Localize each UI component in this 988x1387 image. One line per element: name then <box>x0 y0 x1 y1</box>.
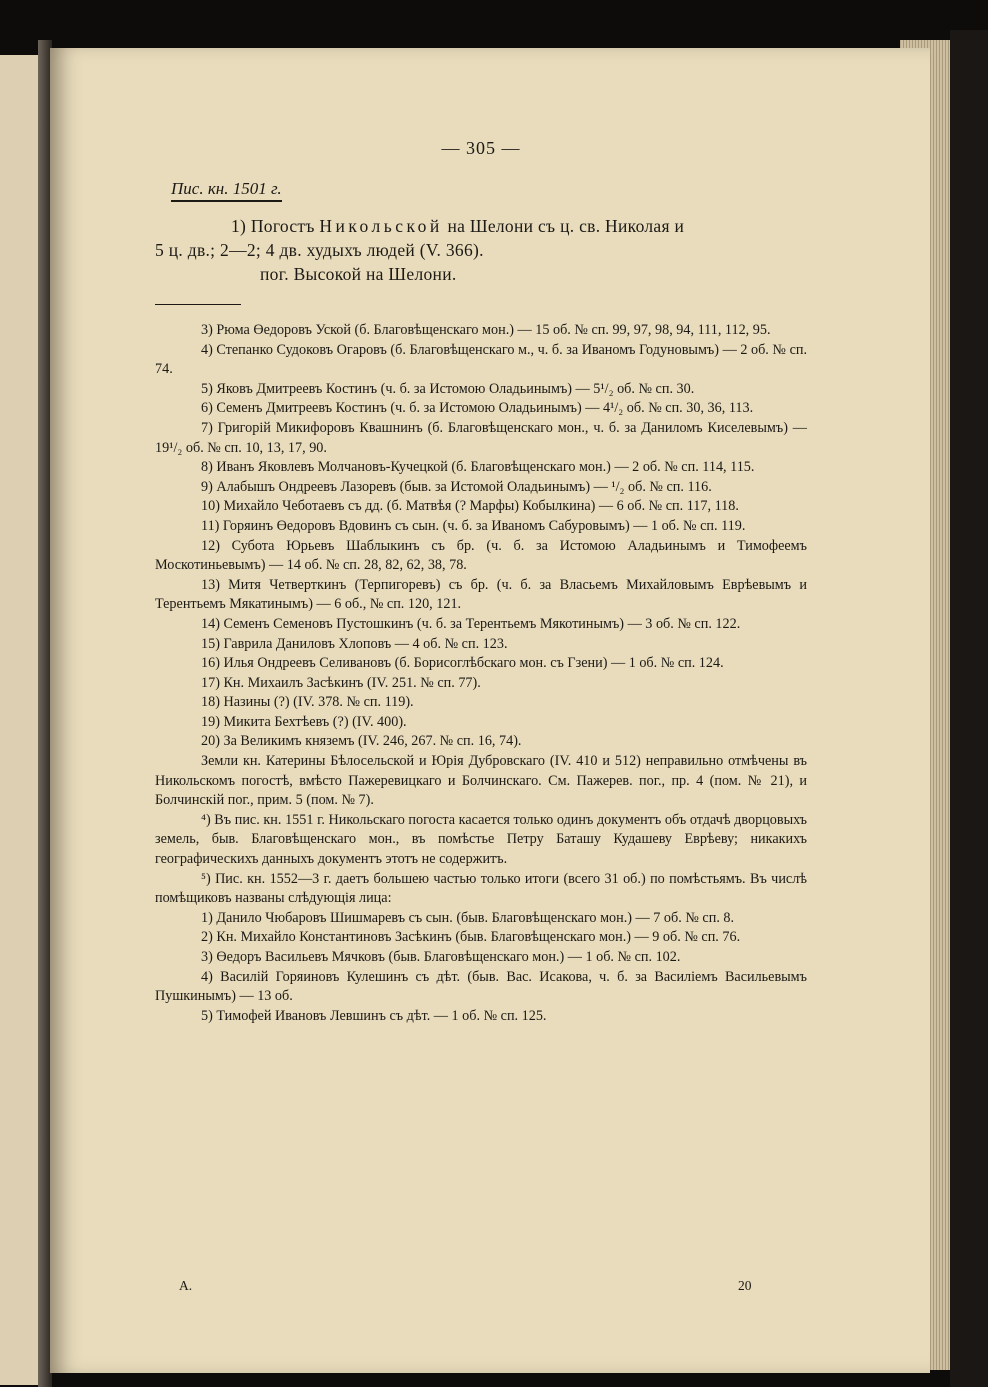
footnote-entry: 4) Степанко Судоковъ Огаровъ (б. Благовѣщенскаго м., ч. б. за Иваномъ Годуновымъ) — 2 об. № сп. 74. <box>155 341 807 378</box>
footnote-entry: 18) Назины (?) (IV. 378. № сп. 119). <box>201 694 414 711</box>
footnote-list <box>155 321 807 1026</box>
footnote-entry: 17) Кн. Михаилъ Засѣкинъ (IV. 251. № сп. 77). <box>201 674 481 691</box>
signature-number: 20 <box>738 1278 752 1293</box>
footnote-rule <box>155 304 241 305</box>
footnote-entry: 12) Субота Юрьевъ Шаблыкинъ съ бр. (ч. б. за Истомою Аладьинымъ и Тимофеемъ Москотиньевымъ) — 14 об. № сп. 28, 82, 62, 38, 78. <box>155 537 807 574</box>
footnote-entry: 3) Өедоръ Васильевъ Мячковъ (быв. Благовѣщенскаго мон.) — 1 об. № сп. 102. <box>201 949 681 965</box>
source-heading: Пис. кн. 1501 г. <box>171 179 282 202</box>
book-cover-edge <box>950 30 988 1387</box>
page-content <box>155 138 807 1293</box>
footnote-entry: 3) Рюма Өедоровъ Уской (б. Благовѣщенскаго мон.) — 15 об. № сп. 99, 97, 98, 94, 111, 112, 95. <box>201 322 771 338</box>
page-number: — 305 — <box>441 138 521 158</box>
footnote-entry: 10) Михайло Чеботаевъ съ дд. (б. Матвѣя (? Марфы) Кобылкина) — 6 об. № сп. 117, 118. <box>201 498 739 515</box>
heading-text: на Шелони съ ц. св. Николая и <box>442 216 685 236</box>
footnote-entry: 15) Гаврила Даниловъ Хлоповъ — 4 об. № сп. 123. <box>201 635 508 652</box>
footnote-entry: 13) Митя Четверткинъ (Терпигоревъ) съ бр. (ч. б. за Власьемъ Михайловымъ Еврѣевымъ и Терентьемъ Мякатинымъ) — 6 об., № сп. 120, 121. <box>155 576 807 613</box>
footnote-entry: 14) Семенъ Семеновъ Пустошкинъ (ч. б. за Терентьемъ Мякотинымъ) — 3 об. № сп. 122. <box>201 615 741 632</box>
footnote-entry: ⁵) Пис. кн. 1552—3 г. даетъ большею частью только итоги (всего 31 об.) по помѣстьямъ. Въ числѣ помѣщиковъ названы слѣдующія лица: <box>155 870 807 907</box>
footnote-entry: 5) Тимофей Ивановъ Левшинъ съ дѣт. — 1 об. № сп. 125. <box>201 1007 547 1024</box>
footnote-entry: 5) Яковъ Дмитреевъ Костинъ (ч. б. за Истомою Оладьинымъ) — 5¹/₂ об. № сп. 30. <box>201 380 695 397</box>
footnote-entry: 4) Василій Горяиновъ Кулешинъ съ дѣт. (быв. Вас. Исакова, ч. б. за Василіемъ Васильевымъ Пушкинымъ) — 13 об. <box>155 968 807 1005</box>
footnote-entry: 11) Горяинъ Өедоровъ Вдовинъ съ сын. (ч. б. за Иваномъ Сабуровымъ) — 1 об. № сп. 119. <box>201 517 746 534</box>
footnote-entry: 19) Микита Бехтѣевъ (?) (IV. 400). <box>201 713 407 730</box>
footnote-entry: 8) Иванъ Яковлевъ Молчановъ-Кучецкой (б. Благовѣщенскаго мон.) — 2 об. № сп. 114, 115. <box>201 459 755 476</box>
footnote-entry: 20) За Великимъ княземъ (IV. 246, 267. № сп. 16, 74). <box>201 733 522 750</box>
book-page <box>50 48 930 1373</box>
heading-line-2: 5 ц. дв.; 2—2; 4 дв. худыхъ людей (V. 366). <box>155 240 484 260</box>
heading-line-3: пог. Высокой на Шелони. <box>260 264 457 284</box>
footnote-entry: 6) Семенъ Дмитреевъ Костинъ (ч. б. за Истомою Оладьинымъ) — 4¹/₂ об. № сп. 30, 36, 113. <box>201 400 754 417</box>
heading-line-1 <box>155 214 807 238</box>
footnote-entry: ⁴) Въ пис. кн. 1551 г. Никольскаго погоста касается только одинъ документъ объ отдачѣ дворцовыхъ земель, быв. Благовѣщенскаго мон., въ помѣстье Петру Баташу Кудашеву Еврѣеву; никакихъ географическихъ данныхъ документъ этотъ не содержитъ. <box>155 811 807 868</box>
section-heading <box>155 214 807 286</box>
left-page-edge <box>0 55 42 1385</box>
footnote-entry: 7) Григорій Микифоровъ Квашнинъ (б. Благовѣщенскаго мон., ч. б. за Даниломъ Киселевымъ) — 19¹/₂ об. № сп. 10, 13, 17, 90. <box>155 419 807 456</box>
footnote-entry: 9) Алабышъ Ондреевъ Лазоревъ (быв. за Истомой Оладьинымъ) — ¹/₂ об. № сп. 116. <box>201 478 712 495</box>
footnote-entry: 2) Кн. Михайло Константиновъ Засѣкинъ (быв. Благовѣщенскаго мон.) — 9 об. № сп. 76. <box>201 929 741 946</box>
heading-text: 1) Погостъ <box>231 216 320 236</box>
footnote-entry: 1) Данило Чюбаровъ Шишмаревъ съ сын. (быв. Благовѣщенскаго мон.) — 7 об. № сп. 8. <box>201 909 735 926</box>
heading-spaced-name: Никольской <box>319 216 443 236</box>
footnote-entry: Земли кн. Катерины Бѣлосельской и Юрія Дубровскаго (IV. 410 и 512) неправильно отмѣчены въ Никольскомъ погостѣ, вмѣсто Пажеревицкаго и Болчинскаго. См. Пажерев. пог., пр. 4 (пом. № 21), и Болчинскій пог., прим. 5 (пом. № 7). <box>155 753 807 809</box>
signature-letter: А. <box>179 1278 193 1293</box>
footnote-entry: 16) Илья Ондреевъ Селивановъ (б. Борисоглѣбскаго мон. съ Гзени) — 1 об. № сп. 124. <box>201 655 724 672</box>
